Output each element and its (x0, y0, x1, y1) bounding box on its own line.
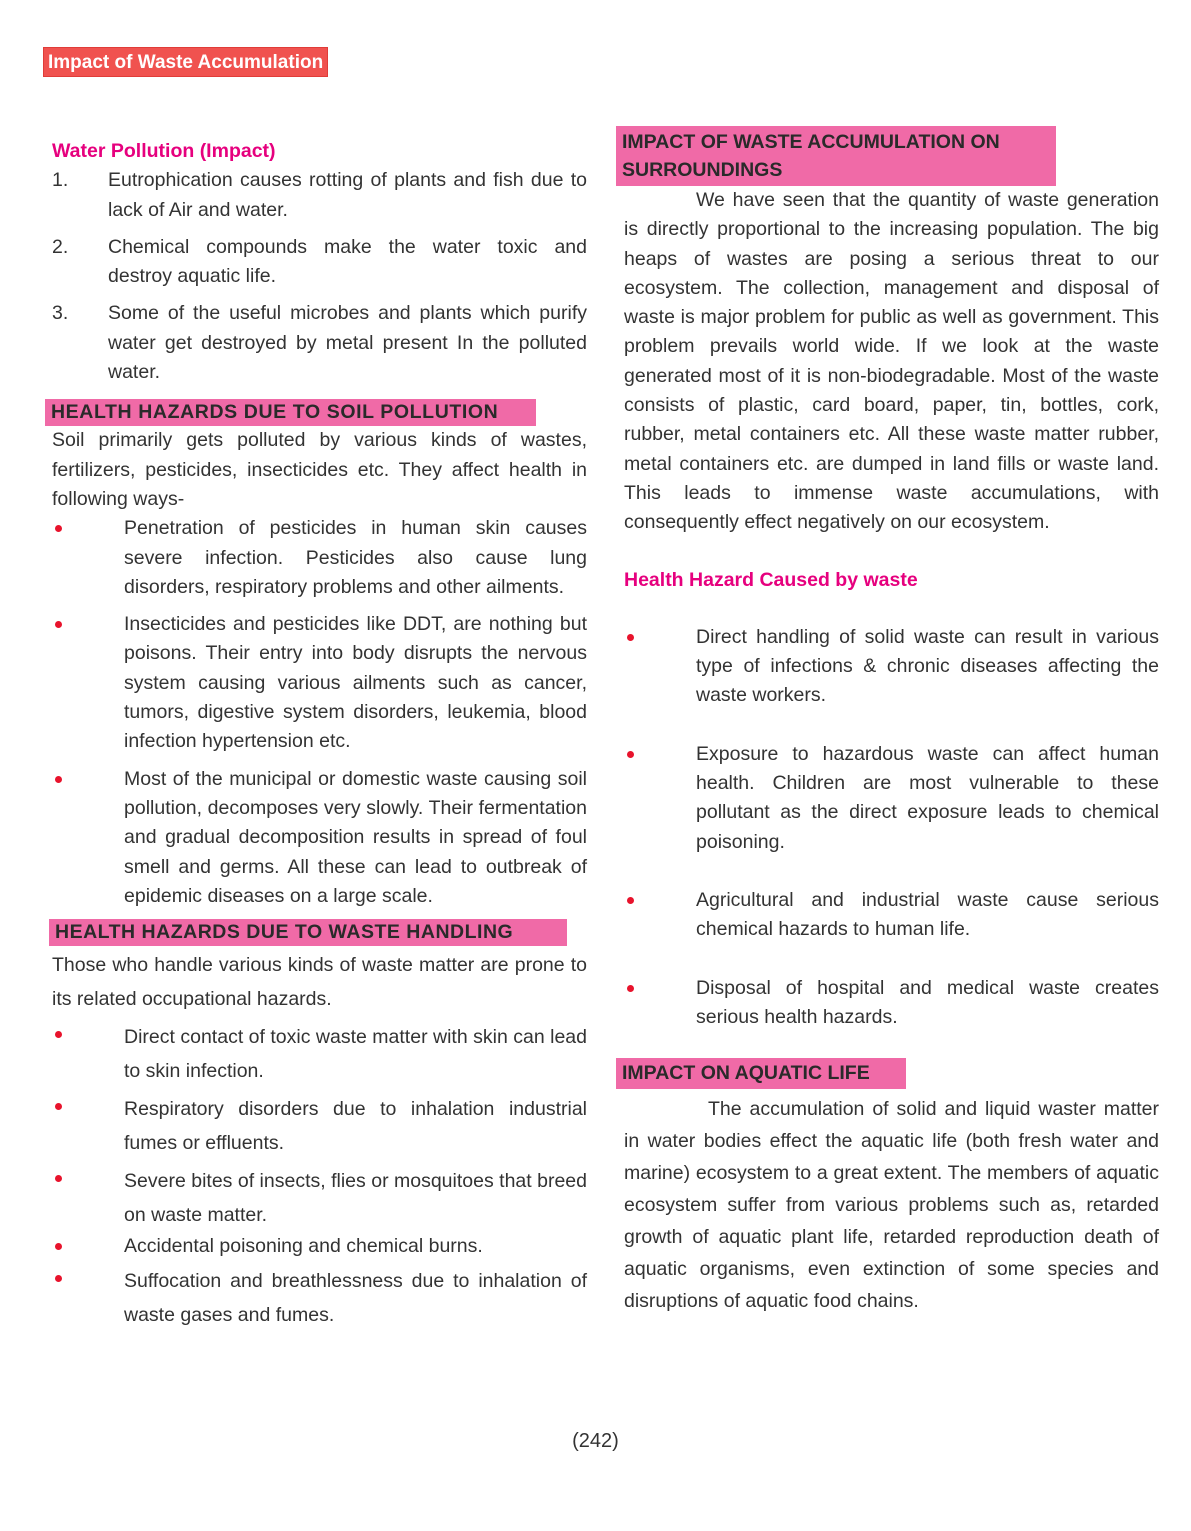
bullet-icon (52, 1092, 124, 1160)
bullet-icon (624, 974, 696, 1033)
list-item (624, 623, 1159, 711)
page-number: (242) (572, 1430, 619, 1452)
bullet-text: Direct contact of toxic waste matter with skin can lead to skin infection. (124, 1026, 587, 1083)
list-item (52, 1232, 587, 1260)
item-number: 2. (52, 235, 69, 258)
item-text: Eutrophication causes rotting of plants and fish due to lack of Air and water. (108, 169, 587, 221)
bullet-text: Accidental poisoning and chemical burns. (124, 1235, 483, 1258)
water-pollution-list (52, 166, 587, 387)
bullet-text: Insecticides and pesticides like DDT, are nothing but poisons. Their entry into body disrupts the nervous system causing various ailments such as cancer, tumors, digestive system disorders, leukemia, blood infection hypertension etc. (124, 613, 587, 753)
aquatic-heading: IMPACT ON AQUATIC LIFE (616, 1058, 906, 1089)
list-item (624, 740, 1159, 857)
item-number: 1. (52, 169, 69, 192)
list-item (52, 765, 587, 911)
bullet-icon (52, 1020, 124, 1088)
bullet-icon (624, 740, 696, 857)
bullet-icon (624, 623, 696, 711)
item-text: Some of the useful microbes and plants which purify water get destroyed by metal present In the polluted water. (108, 302, 587, 384)
item-number: 3. (52, 302, 69, 325)
chapter-tag: Impact of Waste Accumulation (43, 47, 328, 77)
bullet-text: Direct handling of solid waste can result in various type of infections & chronic diseases affecting the waste workers. (696, 625, 1159, 707)
surroundings-text: We have seen that the quantity of waste generation is directly proportional to the increasing population. The big heaps of wastes are posing a serious threat to our ecosystem. The collection, management and disposal of waste is major problem for public as well as government. This problem prevails world wide. If we look at the waste generated most of it is non-biodegradable. Most of the waste consists of plastic, card board, paper, tin, bottles, cork, rubber, metal containers etc. All these waste matter rubber, metal containers etc. are dumped in land fills or waste land. This leads to immense waste accumulations, with consequently effect negatively on our ecosystem. (624, 189, 1159, 534)
list-item (52, 1164, 587, 1232)
bullet-icon (624, 886, 696, 945)
bullet-text: Respiratory disorders due to inhalation industrial fumes or effluents. (124, 1098, 587, 1155)
bullet-text: Suffocation and breathlessness due to inhalation of waste gases and fumes. (124, 1270, 587, 1327)
water-pollution-heading: Water Pollution (Impact) (52, 140, 276, 162)
right-column (624, 126, 1159, 1317)
soil-intro: Soil primarily gets polluted by various kinds of wastes, fertilizers, pesticides, insecticides etc. They affect health in following ways- (52, 429, 587, 510)
bullet-icon (52, 1232, 124, 1260)
surroundings-heading: IMPACT OF WASTE ACCUMULATION ON SURROUNDINGS (616, 126, 1056, 186)
bullet-icon (52, 765, 124, 911)
bullet-icon (52, 514, 124, 602)
bullet-text: Most of the municipal or domestic waste causing soil pollution, decomposes very slowly. Their fermentation and gradual decomposition results in spread of foul smell and germs. All these can lead to outbreak of epidemic diseases on a large scale. (124, 767, 587, 907)
handling-bullets (52, 1020, 587, 1332)
left-column (52, 137, 587, 1332)
list-item (52, 1092, 587, 1160)
health-bullets (624, 623, 1159, 1032)
list-item (52, 514, 587, 602)
item-text: Chemical compounds make the water toxic and destroy aquatic life. (108, 235, 587, 288)
bullet-icon (52, 1164, 124, 1232)
bullet-text: Disposal of hospital and medical waste creates serious health hazards. (696, 976, 1159, 1028)
bullet-text: Exposure to hazardous waste can affect human health. Children are most vulnerable to these pollutant as the direct exposure leads to chemical poisoning. (696, 742, 1159, 853)
waste-handling-heading: HEALTH HAZARDS DUE TO WASTE HANDLING (49, 919, 567, 946)
list-item (52, 166, 587, 225)
bullet-text: Agricultural and industrial waste cause serious chemical hazards to human life. (696, 888, 1159, 941)
list-item (52, 1020, 587, 1088)
health-hazard-heading: Health Hazard Caused by waste (624, 568, 918, 591)
list-item (624, 974, 1159, 1033)
aquatic-text: The accumulation of solid and liquid waster matter in water bodies effect the aquatic life (both fresh water and marine) ecosystem to a great extent. The members of aquatic ecosystem suffer from various problems such as, retarded growth of aquatic plant life, retarded reproduction death of aquatic organisms, even extinction of some species and disruptions of aquatic food chains. (624, 1098, 1159, 1313)
bullet-icon (52, 610, 124, 756)
list-item (52, 610, 587, 756)
handling-intro: Those who handle various kinds of waste matter are prone to its related occupational hazards. (52, 954, 587, 1011)
soil-pollution-heading: HEALTH HAZARDS DUE TO SOIL POLLUTION (45, 399, 536, 426)
bullet-text: Penetration of pesticides in human skin causes severe infection. Pesticides also cause lung disorders, respiratory problems and other ailments. (124, 517, 587, 598)
bullet-text: Severe bites of insects, flies or mosquitoes that breed on waste matter. (124, 1170, 587, 1227)
soil-bullets (52, 514, 587, 911)
list-item (624, 886, 1159, 945)
bullet-icon (52, 1264, 124, 1332)
list-item (52, 299, 587, 387)
list-item (52, 233, 587, 292)
list-item (52, 1264, 587, 1332)
